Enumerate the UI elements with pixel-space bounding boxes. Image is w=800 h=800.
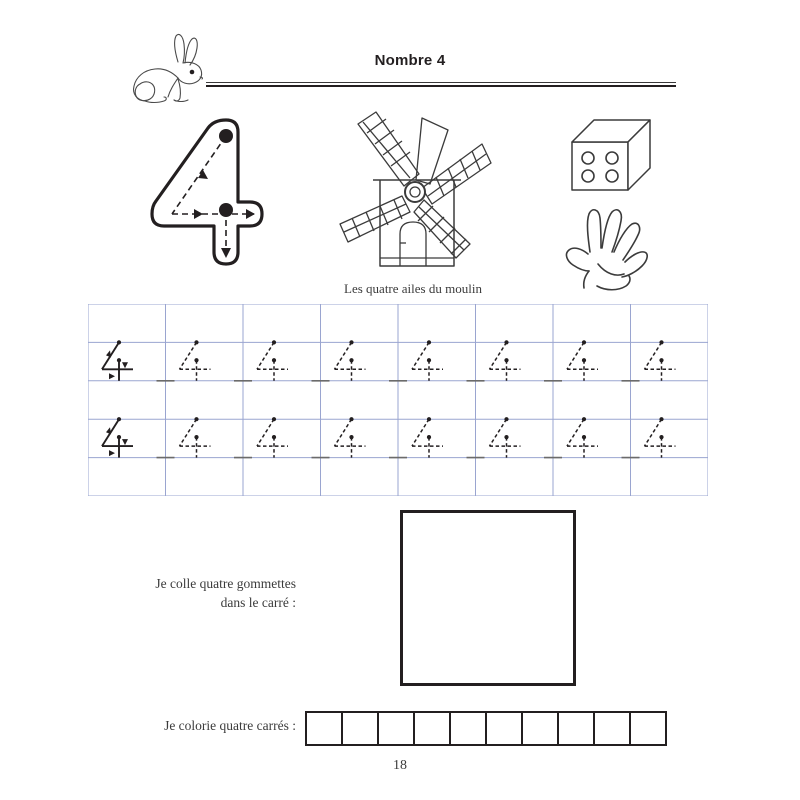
digit-stroke-diagonal [490, 342, 507, 369]
stroke-start-dot [582, 340, 586, 344]
stroke-start-dot [659, 435, 663, 439]
stroke-start-dot [349, 340, 353, 344]
gommettes-instruction-line1: Je colle quatre gommettes [155, 576, 296, 591]
stroke-start-dot [582, 417, 586, 421]
stroke-start-dot [659, 417, 663, 421]
windmill-caption: Les quatre ailes du moulin [344, 281, 482, 296]
direction-arrow [109, 373, 115, 379]
colorie-cell[interactable] [413, 711, 451, 746]
colorie-cell[interactable] [341, 711, 379, 746]
digit-stroke-diagonal [335, 342, 352, 369]
digit-stroke-diagonal [490, 419, 507, 446]
gommettes-square[interactable] [400, 510, 576, 686]
tracing-dashed-digit[interactable] [645, 417, 676, 458]
start-dot-1 [219, 129, 233, 143]
stroke-start-dot [272, 417, 276, 421]
stroke-start-dot [349, 435, 353, 439]
stroke-start-dot [504, 358, 508, 362]
stroke-start-dot [504, 340, 508, 344]
gommettes-instruction [96, 574, 296, 612]
page-title: Nombre 4 [374, 52, 446, 69]
tracing-model-digit[interactable] [102, 417, 133, 458]
tracing-dashed-digit[interactable] [412, 340, 443, 381]
tracing-dashed-digit[interactable] [490, 340, 521, 381]
digit-stroke-diagonal [645, 342, 662, 369]
tracing-dashed-digit[interactable] [490, 417, 521, 458]
colorie-cell[interactable] [305, 711, 343, 746]
stroke-start-dot [582, 435, 586, 439]
direction-arrow [122, 439, 128, 445]
digit-stroke-diagonal [335, 419, 352, 446]
direction-arrow [122, 362, 128, 368]
colorie-cell[interactable] [485, 711, 523, 746]
tracing-dashed-digit[interactable] [645, 340, 676, 381]
direction-arrow [106, 350, 111, 357]
digit-stroke-diagonal [257, 419, 274, 446]
stroke-start-dot [427, 417, 431, 421]
stroke-start-dot [194, 417, 198, 421]
stroke-start-dot [117, 417, 121, 421]
stroke-start-dot [194, 435, 198, 439]
start-dot-2 [219, 203, 233, 217]
stroke-start-dot [117, 340, 121, 344]
digit-stroke-diagonal [412, 419, 429, 446]
colorie-cell[interactable] [449, 711, 487, 746]
stroke-start-dot [504, 435, 508, 439]
number-four-tracing-icon [146, 106, 268, 292]
stroke-start-dot [194, 358, 198, 362]
stroke-start-dot [582, 358, 586, 362]
stroke-start-dot [194, 340, 198, 344]
tracing-dashed-digit[interactable] [180, 340, 211, 381]
windmill-icon [318, 108, 508, 288]
die-icon [556, 110, 664, 196]
gommettes-instruction-line2: dans le carré : [220, 595, 296, 610]
colorie-boxes[interactable] [305, 711, 667, 746]
stroke-start-dot [349, 417, 353, 421]
colorie-cell[interactable] [377, 711, 415, 746]
header-rule-thick [206, 85, 676, 87]
tracing-model-digit[interactable] [102, 340, 133, 381]
tracing-grid[interactable] [88, 304, 708, 496]
digit-stroke-diagonal [257, 342, 274, 369]
colorie-cell[interactable] [593, 711, 631, 746]
tracing-dashed-digit[interactable] [257, 417, 288, 458]
colorie-cell[interactable] [557, 711, 595, 746]
colorie-instruction: Je colorie quatre carrés : [164, 718, 296, 733]
colorie-cell[interactable] [521, 711, 559, 746]
direction-arrow [109, 450, 115, 456]
colorie-cell[interactable] [629, 711, 667, 746]
stroke-start-dot [272, 340, 276, 344]
digit-stroke-diagonal [567, 342, 584, 369]
stroke-start-dot [504, 417, 508, 421]
stroke-start-dot [427, 340, 431, 344]
tracing-dashed-digit[interactable] [567, 340, 598, 381]
digit-stroke-diagonal [180, 419, 197, 446]
tracing-dashed-digit[interactable] [567, 417, 598, 458]
digit-stroke-diagonal [645, 419, 662, 446]
digit-stroke-diagonal [567, 419, 584, 446]
digit-stroke-diagonal [412, 342, 429, 369]
stroke-start-dot [117, 358, 121, 362]
stroke-start-dot [349, 358, 353, 362]
stroke-start-dot [427, 358, 431, 362]
stroke-start-dot [659, 358, 663, 362]
rabbit-icon [128, 32, 212, 106]
stroke-start-dot [117, 435, 121, 439]
tracing-dashed-digit[interactable] [335, 340, 366, 381]
tracing-dashed-digit[interactable] [180, 417, 211, 458]
header-rule [206, 82, 676, 88]
stroke-start-dot [272, 435, 276, 439]
header-rule-thin [206, 82, 676, 83]
page-number: 18 [393, 758, 407, 773]
digit-stroke-diagonal [180, 342, 197, 369]
hand-icon [552, 196, 664, 296]
tracing-dashed-digit[interactable] [335, 417, 366, 458]
stroke-start-dot [427, 435, 431, 439]
tracing-dashed-digit[interactable] [412, 417, 443, 458]
direction-arrow [106, 427, 111, 434]
stroke-start-dot [272, 358, 276, 362]
tracing-dashed-digit[interactable] [257, 340, 288, 381]
stroke-start-dot [659, 340, 663, 344]
